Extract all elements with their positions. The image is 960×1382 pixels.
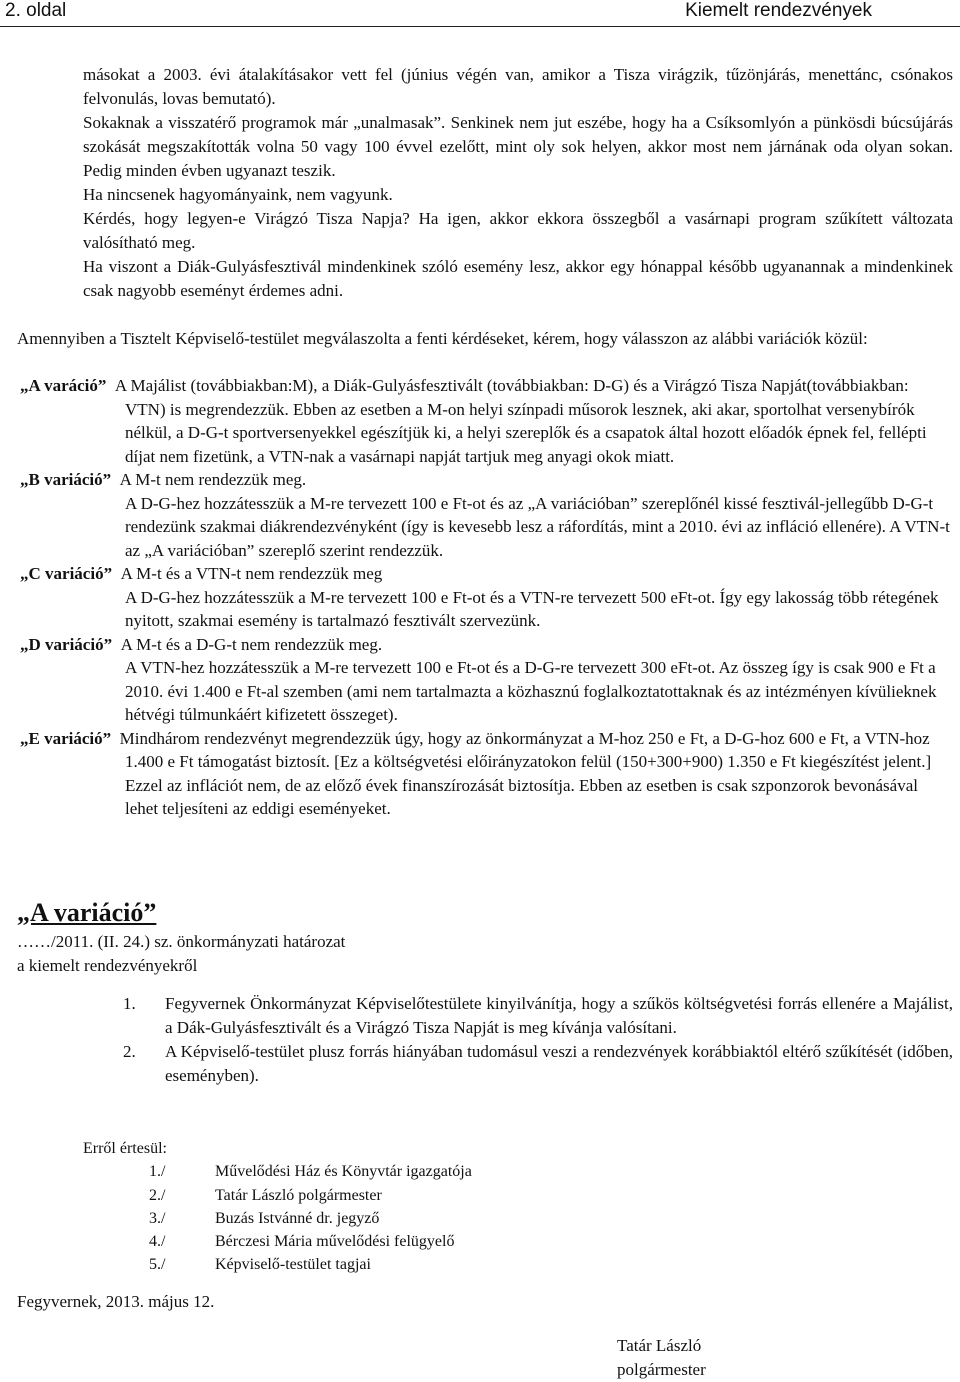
signature-name: Tatár László	[617, 1336, 702, 1355]
variant-d-detail: A VTN-hez hozzátesszük a M-re tervezett 100 e Ft-ot és a D-G-re tervezett 300 eFt-ot. Az összeg így is csak 900 e Ft a 2010. évi 1.400 e Ft-al szemben (ami nem tartalmazta a közhasznú foglalkoztatottaknak és az intézményen kívülieknek hétvégi túlmunkáért kifizetett összeget).	[125, 658, 937, 724]
notify-text: Tatár László polgármester	[215, 1186, 382, 1204]
item-text: Fegyvernek Önkormányzat Képviselőtestülete kinyilvánítja, hogy a szűkös költségvetési forrás ellenére a Majálist, a Dák-Gulyásfesztivált és a Virágzó Tisza Napját is meg kívánja valósítani.	[165, 994, 953, 1037]
variant-text: Mindhárom rendezvényt megrendezzük úgy, hogy az önkormányzat a M-hoz 250 e Ft, a D-G-hoz 600 e Ft, a VTN-hoz 1.400 e Ft támogatást biztosít. [Ez a költségvetési előirányzatokon felül (150+300+900) 1.350 e Ft kiegészítést jelent.] Ezzel az inflációt nem, de az előző évek finanszírozását biztosítja. Ebben az esetben is csak szponzorok bevonásával lehet teljesíteni az eddigi eseményeket.	[119, 728, 932, 818]
intro-paragraph: Kérdés, hogy legyen-e Virágzó Tisza Napja? Ha igen, akkor ekkora összegből a vasárnapi program szűkített változata valósítható meg.	[83, 209, 953, 252]
notify-title: Erről értesül:	[83, 1140, 167, 1157]
notify-item	[83, 1160, 472, 1183]
resolution-item	[123, 992, 953, 1040]
intro-paragraph: Ha viszont a Diák-Gulyásfesztivál mindenkinek szóló esemény lesz, akkor egy hónappal később ugyanannak a mindenkinek csak nagyobb eseményt érdemes adni.	[83, 257, 953, 300]
page-number: 2. oldal	[5, 0, 67, 21]
notify-number: 1./	[149, 1163, 166, 1181]
variant-text: A M-t és a D-G-t nem rendezzük meg.	[120, 634, 383, 654]
variant-label: „A varáció”	[20, 376, 107, 395]
variant-c-detail: A D-G-hez hozzátesszük a M-re tervezett 100 e Ft-ot és a VTN-re tervezett 500 eFt-ot. Így egy lakosság több rétegének nyitott, szakmai esemény is tartalmazó fesztivált szervezünk.	[125, 587, 939, 630]
item-number: 1.	[123, 994, 136, 1013]
variant-label: „B variáció”	[20, 470, 112, 489]
variants-list	[20, 374, 950, 821]
resolution-heading	[17, 930, 617, 978]
signature-block	[617, 1334, 706, 1382]
variant-b	[20, 468, 950, 492]
variant-a	[20, 374, 950, 468]
variant-label: „C variáció”	[20, 564, 113, 583]
notify-text: Buzás Istvánné dr. jegyző	[215, 1209, 380, 1227]
place-date: Fegyvernek, 2013. május 12.	[17, 1292, 215, 1311]
notify-item	[83, 1230, 472, 1253]
intro-section	[83, 63, 953, 303]
resolution-title: „A variáció”	[17, 898, 157, 927]
resolution-items	[123, 992, 953, 1088]
variant-text: A M-t és a VTN-t nem rendezzük meg	[120, 564, 383, 583]
intro-paragraph: Ha nincsenek hagyományaink, nem vagyunk.	[83, 185, 393, 204]
header-title: Kiemelt rendezvények	[685, 0, 872, 21]
variant-e	[20, 727, 950, 821]
notify-item	[83, 1207, 472, 1230]
intro-paragraph: Sokaknak a visszatérő programok már „unalmasak”. Senkinek nem jut eszébe, hogy ha a Csíksomlyón a pünkösdi búcsújárás szokását megszakították volna 50 vagy 100 évvel ezelőtt, mint oly sok helyen, akkor most nem járnának oda olyan sokan. Pedig minden évben ugyanazt teszik.	[83, 113, 953, 180]
notify-number: 2./	[149, 1186, 166, 1204]
intro-paragraph: másokat a 2003. évi átalakításakor vett fel (június végén van, amikor a Tisza virágzik, tűzönjárás, menettánc, csónakos felvonulás, lovas bemutató).	[83, 65, 953, 108]
notify-item	[83, 1253, 472, 1276]
variant-text: A Majálist (továbbiakban:M), a Diák-Gulyásfesztivált (továbbiakban: D-G) és a Virágzó Tisza Napját(továbbiakban: VTN) is megrendezzük. Ebben az esetben a M-on helyi színpadi műsorok lesznek, aki akar, sportolhat versenybírók nélkül, a D-G-t sportversenyekkel egészítjük ki, a helyi szereplők és a csapatok által hozott előadók épnek fel, fellépti díjat nem fizetünk, a VTN-nak a vasárnapi napját tartjuk meg anyagi okok miatt.	[114, 376, 927, 466]
variant-d	[20, 633, 950, 657]
notify-list	[83, 1137, 472, 1277]
notify-text: Bérczesi Mária művelődési felügyelő	[215, 1233, 455, 1251]
notify-number: 4./	[149, 1233, 166, 1251]
variant-b-detail: A D-G-hez hozzátesszük a M-re tervezett 100 e Ft-ot és az „A variációban” szereplőnél kissé fesztivál-jellegűbb D-G-t rendezünk szakmai diákrendezvényként (így is kevesebb lesz a ráfordítás, mint a 2010. évi az infláció ellenére). A VTN-t az „A variációban” szereplő szerint rendezzük.	[125, 493, 950, 560]
page-header	[0, 0, 960, 27]
signature-role: polgármester	[617, 1360, 706, 1379]
resolution-number: ……/2011. (II. 24.) sz. önkormányzati határozat	[17, 932, 346, 951]
item-text: A Képviselő-testület plusz forrás hiányában tudomásul veszi a rendezvények korábbiaktól eltérő szűkítését (időben, eseményben).	[165, 1042, 953, 1085]
variant-label: „D variáció”	[20, 634, 113, 654]
notify-number: 3./	[149, 1209, 166, 1227]
variant-c	[20, 562, 950, 586]
notify-text: Képviselő-testület tagjai	[215, 1256, 371, 1274]
notify-item	[83, 1184, 472, 1207]
variant-label: „E variáció”	[20, 728, 112, 748]
notify-text: Művelődési Ház és Könyvtár igazgatója	[215, 1163, 472, 1181]
item-number: 2.	[123, 1042, 136, 1061]
resolution-item	[123, 1040, 953, 1088]
question-text: Amennyiben a Tisztelt Képviselő-testület megválaszolta a fenti kérdéseket, kérem, hogy válasszon az alábbi variációk közül:	[17, 329, 868, 348]
question-paragraph	[17, 327, 937, 351]
variant-text: A M-t nem rendezzük meg.	[119, 470, 307, 489]
resolution-subject: a kiemelt rendezvényekről	[17, 956, 198, 975]
notify-number: 5./	[149, 1256, 166, 1274]
